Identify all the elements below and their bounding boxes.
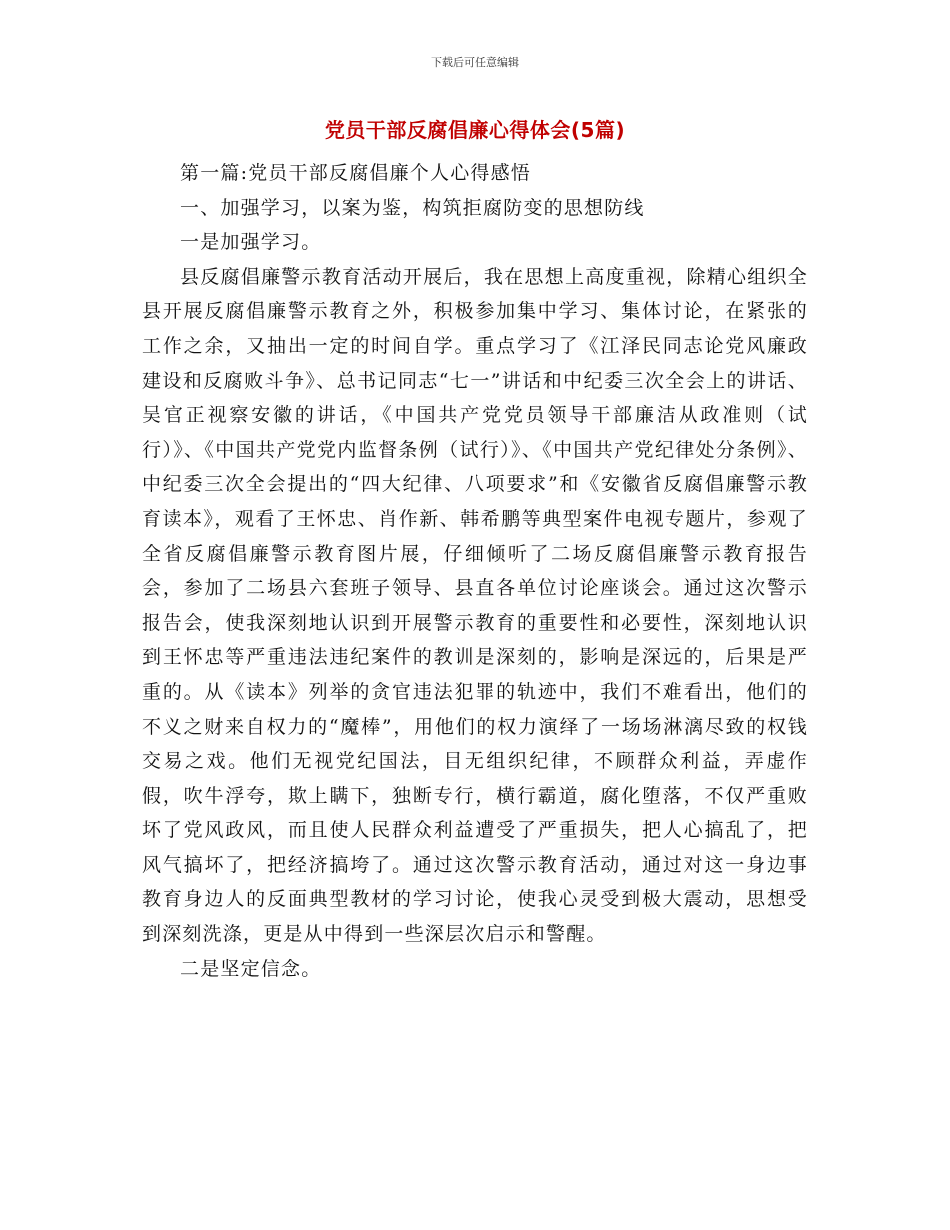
header-note: 下载后可任意编辑 (431, 56, 519, 69)
heading-1: 一、加强学习，以案为鉴，构筑拒腐防变的思想防线 (180, 196, 645, 219)
paragraph-1: 县反腐倡廉警示教育活动开展后，我在思想上高度重视，除精心组织全县开展反腐倡廉警示教育之外，积极参加集中学习、集体讨论，在紧张的工作之余，又抽出一定的时间自学。重点学习了《江泽民同志论党风廉政建设和反腐败斗争》、总书记同志“七一”讲话和中纪委三次全会上的讲话、吴官正视察安徽的讲话，《中国共产党党员领导干部廉洁从政准则（试行）》、《中国共产党党内监督条例（试行）》、《中国共产党纪律处分条例》、中纪委三次全会提出的“四大纪律、八项要求”和《安徽省反腐倡廉警示教育读本》，观看了王怀忠、肖作新、韩希鹏等典型案件电视专题片，参观了全省反腐倡廉警示教育图片展，仔细倾听了二场反腐倡廉警示教育报告会，参加了二场县六套班子领导、县直各单位讨论座谈会。通过这次警示报告会，使我深刻地认识到开展警示教育的重要性和必要性，深刻地认识到王怀忠等严重违法违纪案件的教训是深刻的，影响是深远的，后果是严重的。从《读本》列举的贪官违法犯罪的轨迹中，我们不难看出，他们的不义之财来自权力的“魔棒”，用他们的权力演绎了一场场淋漓尽致的权钱交易之戏。他们无视党纪国法，目无组织纪律，不顾群众利益，弄虚作假，吹牛浮夸，欺上瞒下，独断专行，横行霸道，腐化堕落，不仅严重败坏了党风政风，而且使人民群众利益遭受了严重损失，把人心搞乱了，把风气搞坏了，把经济搞垮了。通过这次警示教育活动，通过对这一身边事教育身边人的反面典型教材的学习讨论，使我心灵受到极大震动，思想受到深刻洗涤，更是从中得到一些深层次启示和警醒。 (142, 265, 808, 946)
section-title: 第一篇:党员干部反腐倡廉个人心得感悟 (180, 162, 532, 184)
document-body (142, 156, 808, 986)
subheading-2: 二是坚定信念。 (180, 957, 322, 980)
document-title: 党员干部反腐倡廉心得体会(5篇) (324, 118, 626, 142)
subheading-1: 一是加强学习。 (180, 231, 322, 254)
